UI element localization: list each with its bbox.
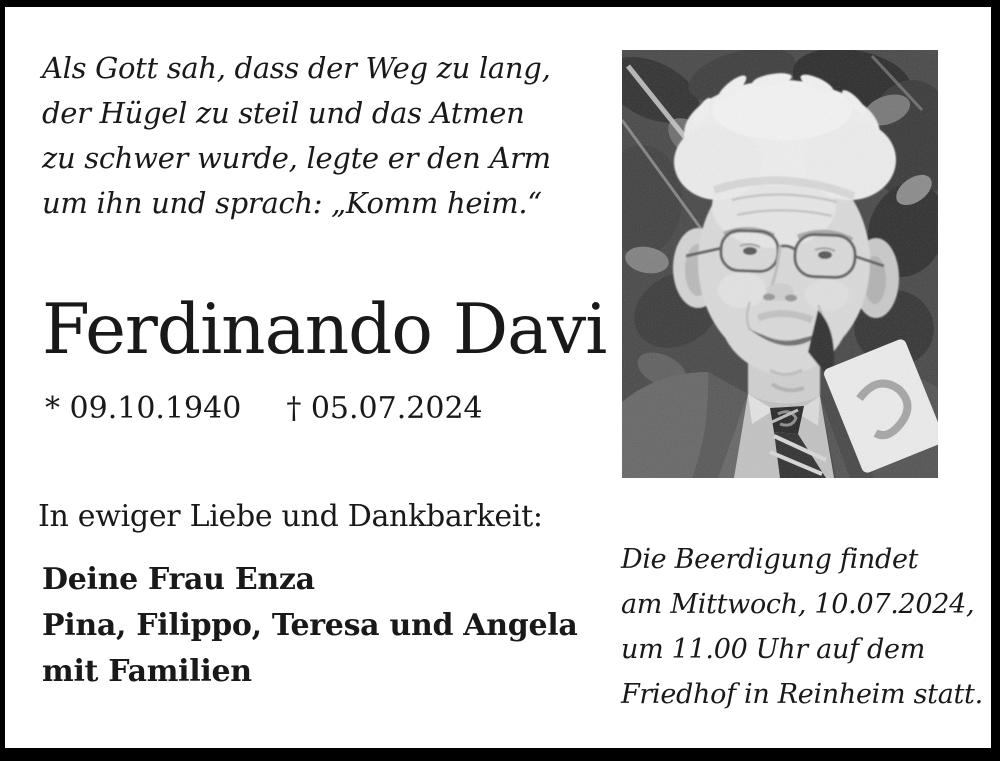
verse-line: zu schwer wurde, legte er den Arm bbox=[42, 141, 551, 175]
mourners-list bbox=[42, 557, 578, 695]
portrait-photo-image bbox=[622, 50, 938, 478]
funeral-line: Friedhof in Reinheim statt. bbox=[621, 679, 983, 710]
life-dates bbox=[45, 391, 483, 427]
funeral-line: um 11.00 Uhr auf dem bbox=[621, 634, 926, 665]
photo-grain bbox=[622, 50, 938, 478]
mourner-line: Pina, Filippo, Teresa und Angela bbox=[42, 608, 578, 643]
verse-line: der Hügel zu steil und das Atmen bbox=[42, 96, 525, 130]
tribute-intro: In ewiger Liebe und Dankbarkeit: bbox=[38, 499, 543, 534]
funeral-line: am Mittwoch, 10.07.2024, bbox=[621, 589, 975, 620]
memorial-verse bbox=[42, 46, 551, 226]
verse-line: Als Gott sah, dass der Weg zu lang, bbox=[42, 51, 551, 85]
portrait-photo bbox=[622, 50, 938, 478]
deceased-name: Ferdinando Davi bbox=[42, 290, 607, 370]
birth-date: * 09.10.1940 bbox=[45, 391, 242, 426]
funeral-notice bbox=[621, 537, 983, 717]
verse-line: um ihn und sprach: „Komm heim.“ bbox=[42, 186, 542, 220]
mourner-line: mit Familien bbox=[42, 654, 252, 689]
mourner-line: Deine Frau Enza bbox=[42, 562, 315, 597]
death-date: † 05.07.2024 bbox=[286, 391, 483, 426]
funeral-line: Die Beerdigung findet bbox=[621, 544, 919, 575]
